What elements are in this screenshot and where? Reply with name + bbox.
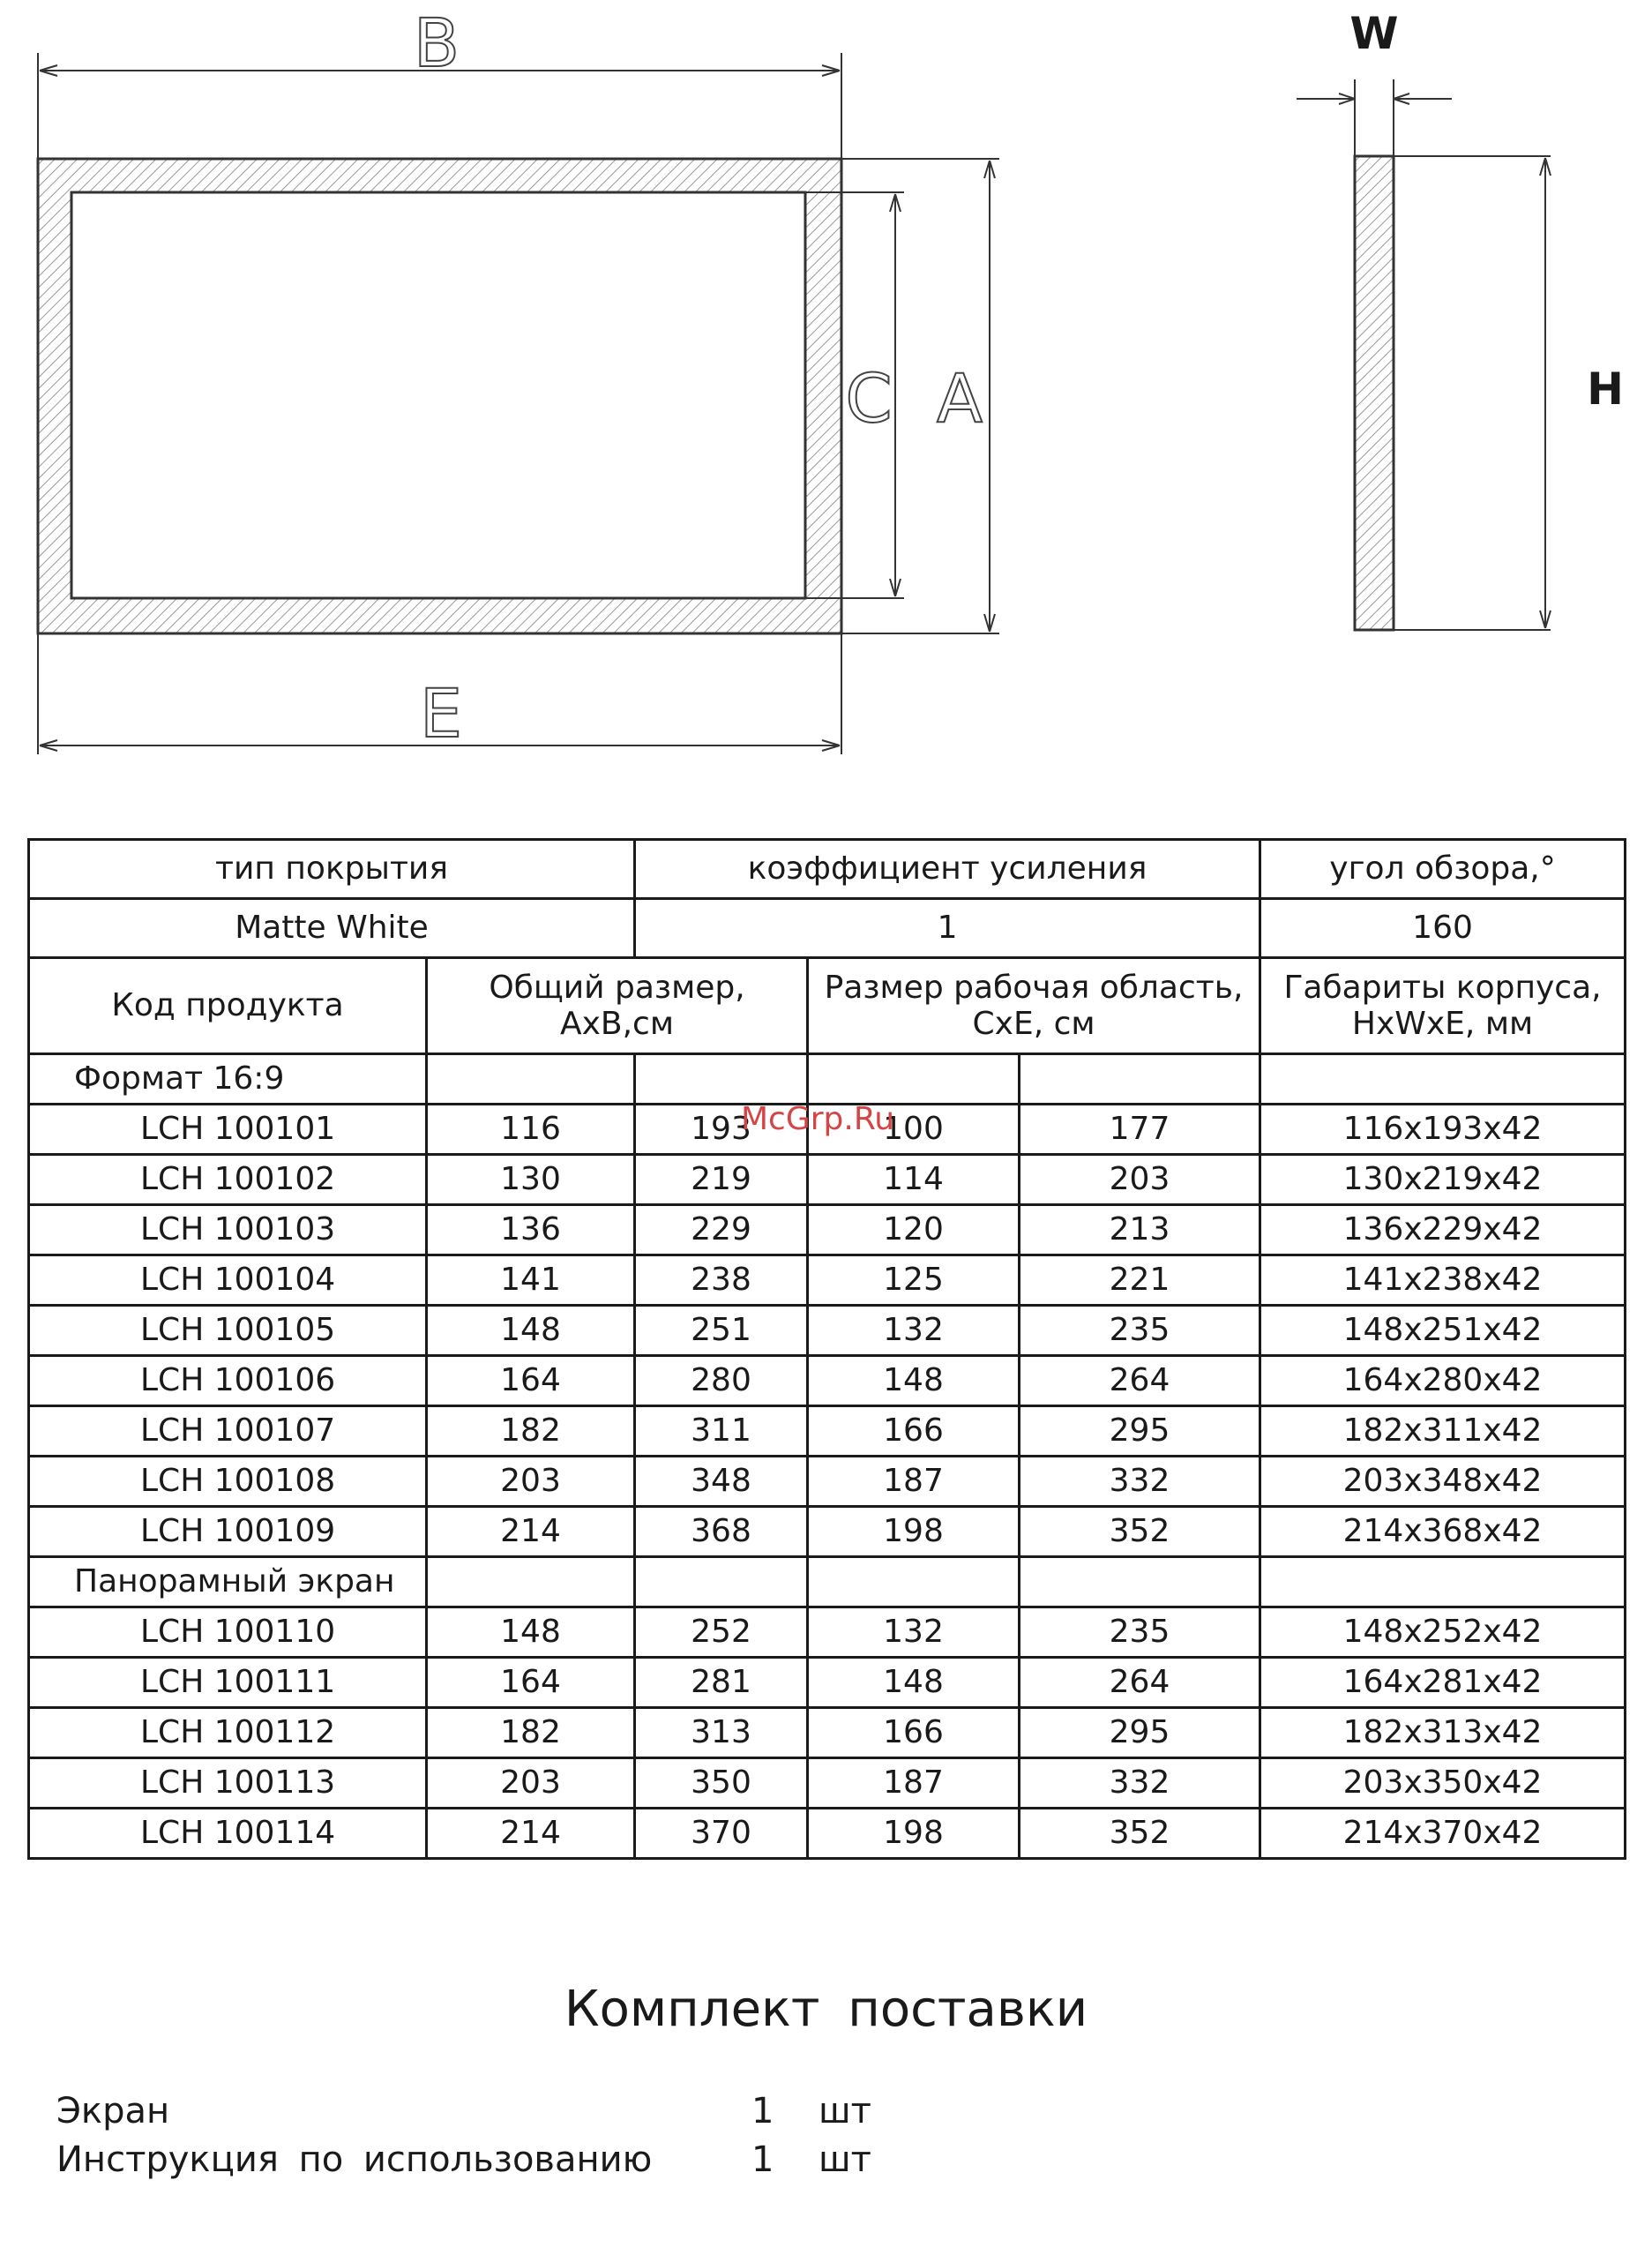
cell-code: LCH 100110 [29, 1607, 427, 1658]
empty-cell [1260, 1557, 1626, 1607]
cell-c: 187 [808, 1758, 1020, 1809]
table-row [29, 1457, 1626, 1507]
spec-table-body [29, 840, 1626, 1859]
cell-a: 203 [427, 1758, 635, 1809]
cell-c: 148 [808, 1658, 1020, 1708]
header-viewing-angle: угол обзора,° [1260, 840, 1626, 899]
cell-e: 235 [1020, 1306, 1260, 1356]
cell-housing: 148x252x42 [1260, 1607, 1626, 1658]
cell-e: 352 [1020, 1809, 1260, 1859]
delivery-item-qty: 1 [751, 2091, 774, 2131]
cell-b: 280 [635, 1356, 808, 1406]
side-view-profile [1355, 156, 1551, 630]
table-row [29, 1356, 1626, 1406]
table-row [29, 1607, 1626, 1658]
header-row-3 [29, 958, 1626, 1054]
cell-c: 132 [808, 1306, 1020, 1356]
section-name: Панорамный экран [29, 1557, 427, 1607]
cell-code: LCH 100111 [29, 1658, 427, 1708]
cell-code: LCH 100101 [29, 1105, 427, 1155]
cell-a: 136 [427, 1205, 635, 1255]
delivery-item-name: Инструкция по использованию [56, 2139, 653, 2180]
cell-c: 148 [808, 1356, 1020, 1406]
cell-e: 235 [1020, 1607, 1260, 1658]
cell-c: 166 [808, 1708, 1020, 1758]
cell-housing: 203x348x42 [1260, 1457, 1626, 1507]
cell-a: 182 [427, 1406, 635, 1457]
delivery-item-unit: шт [819, 2091, 871, 2131]
cell-housing: 116x193x42 [1260, 1105, 1626, 1155]
empty-cell [1020, 1054, 1260, 1105]
empty-cell [427, 1054, 635, 1105]
table-row [29, 1758, 1626, 1809]
dimension-h [1540, 158, 1551, 628]
cell-c: 187 [808, 1457, 1020, 1507]
section-row [29, 1054, 1626, 1105]
cell-a: 148 [427, 1306, 635, 1356]
watermark: McGrp.Ru [741, 1101, 895, 1137]
cell-housing: 203x350x42 [1260, 1758, 1626, 1809]
cell-c: 198 [808, 1809, 1020, 1859]
table-row [29, 1507, 1626, 1557]
cell-a: 214 [427, 1507, 635, 1557]
table-row [29, 1306, 1626, 1356]
delivery-item-qty: 1 [751, 2139, 774, 2180]
cell-b: 350 [635, 1758, 808, 1809]
front-view-frame [38, 159, 841, 633]
cell-c: 198 [808, 1507, 1020, 1557]
cell-c: 120 [808, 1205, 1020, 1255]
cell-b: 238 [635, 1255, 808, 1306]
cell-housing: 141x238x42 [1260, 1255, 1626, 1306]
viewing-angle-value: 160 [1260, 899, 1626, 958]
cell-code: LCH 100114 [29, 1809, 427, 1859]
cell-code: LCH 100103 [29, 1205, 427, 1255]
table-row [29, 1155, 1626, 1205]
section-row [29, 1557, 1626, 1607]
cell-housing: 214x368x42 [1260, 1507, 1626, 1557]
cell-housing: 164x281x42 [1260, 1658, 1626, 1708]
cell-b: 313 [635, 1708, 808, 1758]
cell-e: 352 [1020, 1507, 1260, 1557]
cell-housing: 130x219x42 [1260, 1155, 1626, 1205]
cell-e: 295 [1020, 1406, 1260, 1457]
empty-cell [1260, 1054, 1626, 1105]
table-row [29, 1658, 1626, 1708]
dimension-w [1297, 79, 1452, 156]
cell-c: 132 [808, 1607, 1020, 1658]
label-a: A [937, 359, 983, 438]
cell-housing: 182x311x42 [1260, 1406, 1626, 1457]
section-name: Формат 16:9 [29, 1054, 427, 1105]
header-row-2 [29, 899, 1626, 958]
table-row [29, 1255, 1626, 1306]
delivery-title: Комплект поставки [564, 1981, 1088, 2038]
cell-code: LCH 100104 [29, 1255, 427, 1306]
empty-cell [427, 1557, 635, 1607]
cell-code: LCH 100109 [29, 1507, 427, 1557]
cell-b: 370 [635, 1809, 808, 1859]
empty-cell [808, 1054, 1020, 1105]
cell-housing: 214x370x42 [1260, 1809, 1626, 1859]
cell-c: 125 [808, 1255, 1020, 1306]
delivery-item-unit: шт [819, 2139, 871, 2180]
table-row [29, 1205, 1626, 1255]
spec-table [27, 838, 1626, 1860]
cell-code: LCH 100105 [29, 1306, 427, 1356]
empty-cell [1020, 1557, 1260, 1607]
cell-code: LCH 100102 [29, 1155, 427, 1205]
empty-cell [635, 1557, 808, 1607]
cell-e: 177 [1020, 1105, 1260, 1155]
label-e: E [419, 674, 463, 753]
cell-b: 311 [635, 1406, 808, 1457]
cell-code: LCH 100113 [29, 1758, 427, 1809]
cell-a: 164 [427, 1356, 635, 1406]
label-h: H [1587, 363, 1624, 415]
header-gain: коэффициент усиления [635, 840, 1260, 899]
cell-code: LCH 100106 [29, 1356, 427, 1406]
cell-e: 332 [1020, 1758, 1260, 1809]
cell-a: 141 [427, 1255, 635, 1306]
cell-b: 219 [635, 1155, 808, 1205]
cell-b: 229 [635, 1205, 808, 1255]
cell-e: 203 [1020, 1155, 1260, 1205]
label-b: B [413, 4, 460, 82]
cell-e: 213 [1020, 1205, 1260, 1255]
cell-a: 203 [427, 1457, 635, 1507]
cell-a: 164 [427, 1658, 635, 1708]
cell-b: 281 [635, 1658, 808, 1708]
gain-value: 1 [635, 899, 1260, 958]
cell-c: 100 [808, 1105, 1020, 1155]
header-product-code: Код продукта [29, 958, 427, 1054]
cell-code: LCH 100108 [29, 1457, 427, 1507]
cell-b: 252 [635, 1607, 808, 1658]
cell-housing: 164x280x42 [1260, 1356, 1626, 1406]
cell-e: 295 [1020, 1708, 1260, 1758]
delivery-item-name: Экран [56, 2091, 170, 2131]
cell-code: LCH 100112 [29, 1708, 427, 1758]
header-overall-size: Общий размер, АхВ,см [427, 958, 808, 1054]
cell-e: 264 [1020, 1658, 1260, 1708]
coating-value: Matte White [29, 899, 635, 958]
cell-code: LCH 100107 [29, 1406, 427, 1457]
empty-cell [635, 1054, 808, 1105]
cell-c: 114 [808, 1155, 1020, 1205]
cell-b: 193 [635, 1105, 808, 1155]
cell-a: 214 [427, 1809, 635, 1859]
cell-b: 251 [635, 1306, 808, 1356]
header-housing: Габариты корпуса, HxWxE, мм [1260, 958, 1626, 1054]
cell-c: 166 [808, 1406, 1020, 1457]
label-c: C [845, 359, 893, 438]
cell-b: 368 [635, 1507, 808, 1557]
table-row [29, 1809, 1626, 1859]
cell-e: 264 [1020, 1356, 1260, 1406]
empty-cell [808, 1557, 1020, 1607]
cell-a: 182 [427, 1708, 635, 1758]
header-row-1 [29, 840, 1626, 899]
cell-e: 221 [1020, 1255, 1260, 1306]
label-w: W [1349, 8, 1399, 59]
header-work-area: Размер рабочая область, СхЕ, см [808, 958, 1260, 1054]
cell-b: 348 [635, 1457, 808, 1507]
table-row [29, 1708, 1626, 1758]
dimension-drawing [0, 0, 1652, 794]
cell-housing: 136x229x42 [1260, 1205, 1626, 1255]
cell-a: 148 [427, 1607, 635, 1658]
cell-e: 332 [1020, 1457, 1260, 1507]
cell-a: 130 [427, 1155, 635, 1205]
cell-housing: 182x313x42 [1260, 1708, 1626, 1758]
header-coating-type: тип покрытия [29, 840, 635, 899]
cell-a: 116 [427, 1105, 635, 1155]
table-row [29, 1406, 1626, 1457]
cell-housing: 148x251x42 [1260, 1306, 1626, 1356]
